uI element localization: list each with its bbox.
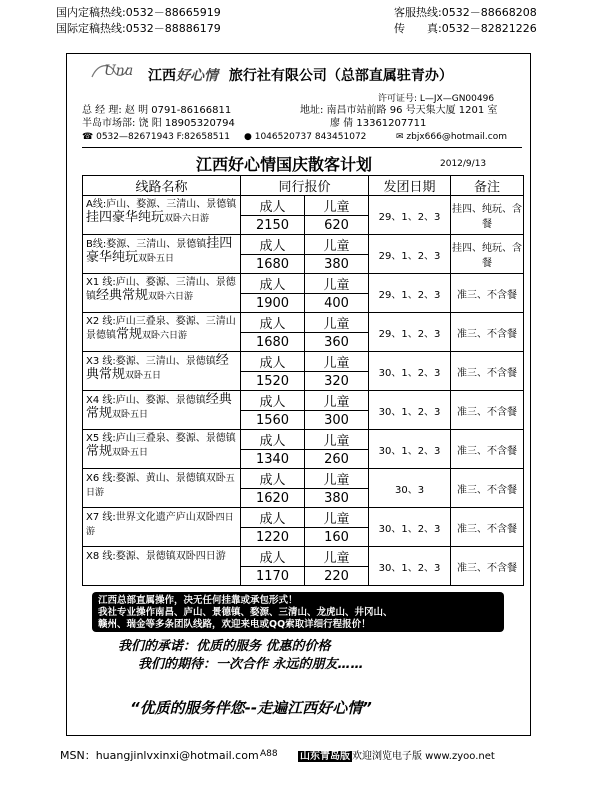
route-cell xyxy=(83,196,241,235)
adult-label: 成人 xyxy=(241,235,305,255)
route-tail: 双卧五日 xyxy=(112,448,149,458)
table-row xyxy=(83,196,524,216)
route-code: X7 线: xyxy=(86,512,116,523)
child-label: 儿童 xyxy=(305,430,369,450)
table-row xyxy=(83,508,524,528)
license-number: 许可证号: L—JX—GN00496 xyxy=(378,94,495,104)
adult-label: 成人 xyxy=(241,391,305,411)
adult-price: 1340 xyxy=(241,450,305,469)
route-highlight: 经典常规 xyxy=(96,288,149,303)
service-hotline xyxy=(394,6,537,19)
expect-text: 我们的期待：一次合作 永远的朋友…… xyxy=(138,657,364,672)
banner-line-1: 江西总部直属操作，决无任何挂靠或承包形式！ xyxy=(98,595,298,606)
route-highlight: 常规 xyxy=(116,327,143,342)
header-price: 同行报价 xyxy=(241,176,369,196)
company-name-post: 旅行社有限公司 xyxy=(228,68,327,84)
footer-edition-badge: 山东青岛版 xyxy=(300,751,350,762)
child-label: 儿童 xyxy=(305,391,369,411)
route-highlight: 经典常规 xyxy=(86,392,232,421)
route-cell xyxy=(83,235,241,274)
child-price: 620 xyxy=(305,216,369,235)
route-tail: 双卧六日游 xyxy=(142,331,188,341)
dates-cell: 30、1、2、3 xyxy=(369,391,451,430)
route-code: X2 线: xyxy=(86,316,116,327)
footer-site-text: 欢迎浏览电子版 www.zyoo.net xyxy=(352,751,495,762)
route-code: X8 线: xyxy=(86,551,116,562)
note-cell: 准三、不含餐 xyxy=(451,274,524,313)
route-code: B线: xyxy=(86,239,107,250)
dates-cell: 29、1、2、3 xyxy=(369,196,451,235)
banner-line-3: 赣州、瑞金等多条团队线路，欢迎来电或QQ索取详细行程报价！ xyxy=(98,619,371,630)
dates-cell: 30、3 xyxy=(369,469,451,508)
staff-contact: 廖 倩 13361207711 xyxy=(330,118,427,129)
route-desc: 婺源、黄山、景德镇双卧 xyxy=(115,473,226,484)
route-cell xyxy=(83,469,241,508)
route-code: X6 线: xyxy=(86,473,116,484)
route-code: A线: xyxy=(86,199,107,210)
intl-hotline-label: 国际定稿热线: xyxy=(56,22,126,35)
service-hotline-value: 0532－88668208 xyxy=(441,6,537,19)
route-cell xyxy=(83,274,241,313)
child-label: 儿童 xyxy=(305,508,369,528)
child-price: 400 xyxy=(305,294,369,313)
route-code: X1 线: xyxy=(86,277,116,288)
mail-icon: ✉ xyxy=(396,132,404,142)
table-row xyxy=(83,430,524,450)
dates-cell: 30、1、2、3 xyxy=(369,430,451,469)
note-cell: 准三、不含餐 xyxy=(451,547,524,586)
adult-price: 1560 xyxy=(241,411,305,430)
route-code: X3 线: xyxy=(86,356,116,367)
child-price: 320 xyxy=(305,372,369,391)
adult-price: 1520 xyxy=(241,372,305,391)
route-highlight: 挂四豪华纯玩 xyxy=(86,210,165,225)
route-tail: 四日游 xyxy=(86,513,234,537)
dates-cell: 29、1、2、3 xyxy=(369,235,451,274)
fax-hotline xyxy=(394,22,537,35)
route-tail: 双卧五日 xyxy=(125,371,162,381)
note-cell: 准三、不含餐 xyxy=(451,391,524,430)
route-code: X5 线: xyxy=(86,433,116,444)
intl-hotline-value: 0532－88886179 xyxy=(125,22,221,35)
company-address: 地址: 南昌市站前路 96 号天集大厦 1201 室 xyxy=(300,105,498,116)
main-slogan: “优质的服务伴您--走遍江西好心情” xyxy=(130,699,372,717)
note-cell: 挂四、纯玩、含餐 xyxy=(451,196,524,235)
company-name-accent: 好心情 xyxy=(176,68,218,84)
child-price: 300 xyxy=(305,411,369,430)
email-line xyxy=(396,131,507,143)
table-row xyxy=(83,274,524,294)
dates-cell: 30、1、2、3 xyxy=(369,352,451,391)
adult-price: 1680 xyxy=(241,255,305,274)
child-price: 360 xyxy=(305,333,369,352)
adult-label: 成人 xyxy=(241,313,305,333)
header-divider xyxy=(82,147,522,148)
route-desc: 庐山三叠泉、婺源、景德镇 xyxy=(115,433,236,444)
child-price: 220 xyxy=(305,567,369,586)
dates-cell: 30、1、2、3 xyxy=(369,508,451,547)
qq-icon: ● xyxy=(244,132,252,142)
child-price: 380 xyxy=(305,489,369,508)
phone-number: 0532—82671943 F:82658511 xyxy=(96,132,230,142)
route-cell xyxy=(83,391,241,430)
email-address: zbjx666@hotmail.com xyxy=(406,132,507,142)
route-desc: 庐山三叠泉、婺源、三清山景德镇 xyxy=(86,316,236,341)
adult-label: 成人 xyxy=(241,196,305,216)
company-name xyxy=(148,65,453,85)
note-cell: 准三、不含餐 xyxy=(451,352,524,391)
plan-date: 2012/9/13 xyxy=(440,159,487,169)
dates-cell: 29、1、2、3 xyxy=(369,313,451,352)
child-label: 儿童 xyxy=(305,547,369,567)
footer-msn: MSN：huangjinlvxinxi@hotmail.com xyxy=(60,749,259,762)
route-tail: 五日游 xyxy=(86,474,235,498)
adult-price: 1170 xyxy=(241,567,305,586)
child-label: 儿童 xyxy=(305,235,369,255)
route-desc: 婺源、三清山、景德镇 xyxy=(106,239,207,250)
dates-cell: 30、1、2、3 xyxy=(369,547,451,586)
child-price: 260 xyxy=(305,450,369,469)
adult-label: 成人 xyxy=(241,274,305,294)
note-cell: 准三、不含餐 xyxy=(451,469,524,508)
table-row xyxy=(83,352,524,372)
dates-cell: 29、1、2、3 xyxy=(369,274,451,313)
route-tail: 双卧六日游 xyxy=(164,214,210,224)
domestic-hotline-value: 0532－88665919 xyxy=(125,6,221,19)
tour-table xyxy=(82,175,524,586)
route-highlight: 常规 xyxy=(86,444,113,459)
child-label: 儿童 xyxy=(305,352,369,372)
banner-line-2: 我社专业操作南昌、庐山、景德镇、婺源、三清山、龙虎山、井冈山、 xyxy=(98,607,393,618)
route-desc: 庐山、婺源、三清山、景德镇 xyxy=(86,277,236,302)
route-highlight: 经典常规 xyxy=(86,353,229,382)
intl-hotline xyxy=(56,22,221,35)
qq-numbers: 1046520737 843451072 xyxy=(254,132,367,142)
route-cell xyxy=(83,313,241,352)
route-highlight: 挂四豪华纯玩 xyxy=(86,236,233,265)
route-cell xyxy=(83,547,241,586)
route-desc: 世界文化遗产庐山双卧 xyxy=(115,512,216,523)
adult-label: 成人 xyxy=(241,352,305,372)
company-subtitle: （总部直属驻青办） xyxy=(326,68,453,84)
route-desc: 婺源、三清山、景德镇 xyxy=(115,356,216,367)
child-label: 儿童 xyxy=(305,196,369,216)
plan-title: 江西好心情国庆散客计划 xyxy=(196,155,373,174)
route-cell xyxy=(83,352,241,391)
note-cell: 准三、不含餐 xyxy=(451,430,524,469)
note-cell: 准三、不含餐 xyxy=(451,508,524,547)
route-tail: 双卧六日游 xyxy=(148,292,194,302)
table-row xyxy=(83,313,524,333)
footer-page-number: A88 xyxy=(260,749,278,759)
adult-price: 1220 xyxy=(241,528,305,547)
service-hotline-label: 客服热线: xyxy=(394,6,442,19)
qq-line xyxy=(244,131,366,143)
route-desc: 婺源、景德镇双卧四日游 xyxy=(115,551,226,562)
domestic-hotline xyxy=(56,6,221,19)
route-desc: 庐山、婺源、三清山、景德镇 xyxy=(106,199,237,210)
adult-price: 1900 xyxy=(241,294,305,313)
note-cell: 准三、不含餐 xyxy=(451,313,524,352)
adult-price: 1680 xyxy=(241,333,305,352)
table-header-row xyxy=(83,176,524,196)
child-label: 儿童 xyxy=(305,313,369,333)
footer-site xyxy=(298,747,495,762)
adult-label: 成人 xyxy=(241,469,305,489)
header-route: 线路名称 xyxy=(83,176,241,196)
child-label: 儿童 xyxy=(305,469,369,489)
child-price: 160 xyxy=(305,528,369,547)
fax-hotline-value: 0532－82821226 xyxy=(441,22,537,35)
logo-script-text: Una xyxy=(104,63,134,79)
general-manager: 总 经 理: 赵 明 0791-86166811 xyxy=(82,105,232,116)
note-cell: 挂四、纯玩、含餐 xyxy=(451,235,524,274)
promise-text: 我们的承诺：优质的服务 优惠的价格 xyxy=(118,639,331,654)
phone-fax-line xyxy=(82,131,230,143)
header-dates: 发团日期 xyxy=(369,176,451,196)
table-row xyxy=(83,235,524,255)
domestic-hotline-label: 国内定稿热线: xyxy=(56,6,126,19)
route-code: X4 线: xyxy=(86,395,116,406)
child-label: 儿童 xyxy=(305,274,369,294)
market-department: 半岛市场部: 饶 阳 18905320794 xyxy=(82,118,235,129)
route-tail: 双卧五日 xyxy=(112,410,149,420)
adult-label: 成人 xyxy=(241,547,305,567)
header-note: 备注 xyxy=(451,176,524,196)
promo-banner xyxy=(92,592,504,632)
adult-price: 2150 xyxy=(241,216,305,235)
route-desc: 庐山、婺源、景德镇 xyxy=(115,395,206,406)
company-name-pre: 江西 xyxy=(148,68,176,84)
adult-label: 成人 xyxy=(241,430,305,450)
fax-hotline-label: 传 真: xyxy=(394,22,442,35)
table-body xyxy=(83,196,524,586)
phone-icon: ☎ xyxy=(82,132,94,142)
company-logo xyxy=(96,63,134,79)
adult-label: 成人 xyxy=(241,508,305,528)
table-row xyxy=(83,391,524,411)
route-cell xyxy=(83,508,241,547)
table-row xyxy=(83,547,524,567)
adult-price: 1620 xyxy=(241,489,305,508)
route-tail: 双卧五日 xyxy=(138,254,175,264)
child-price: 380 xyxy=(305,255,369,274)
table-row xyxy=(83,469,524,489)
route-cell xyxy=(83,430,241,469)
